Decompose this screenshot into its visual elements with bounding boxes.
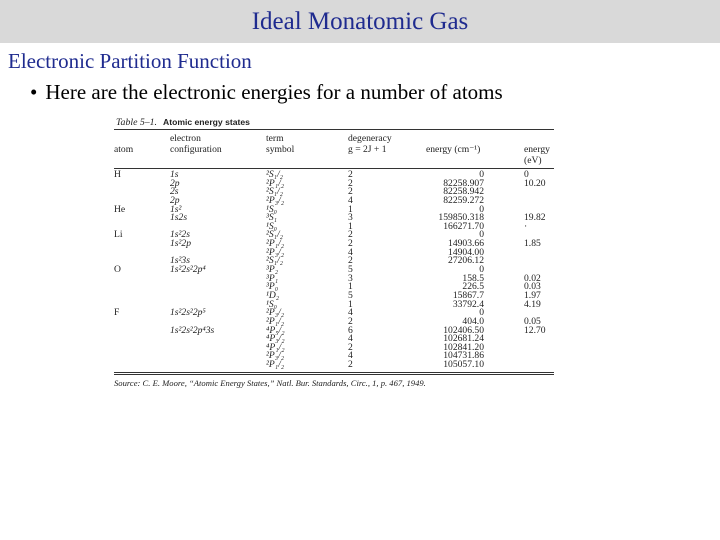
table-cell: 1s²2s²2p⁴ xyxy=(170,264,206,276)
table-cell: 82258.907 xyxy=(443,177,484,189)
atomic-energy-table xyxy=(114,116,554,388)
slide-title-bar xyxy=(0,0,720,43)
table-cell: ²P₁/₂ xyxy=(266,238,285,250)
table-cell: 1s²2p xyxy=(170,238,192,250)
table-cell: ²S₁/₂ xyxy=(266,186,284,198)
table-cell xyxy=(524,335,554,344)
table-cell: 102841.20 xyxy=(443,341,484,353)
table-cell: 12.70 xyxy=(524,324,546,336)
table-cell: 4 xyxy=(348,333,353,345)
table-number: Table 5–1. xyxy=(116,117,158,128)
table-cell: H xyxy=(114,169,121,180)
table-cell: ¹S₀ xyxy=(266,298,278,310)
table-cell xyxy=(114,301,170,310)
table-cell: 0.03 xyxy=(524,281,541,293)
table-cell: ³P₁ xyxy=(266,272,279,284)
table-cell: 0.05 xyxy=(524,315,541,327)
table-title: Atomic energy states xyxy=(163,117,250,127)
column-header xyxy=(524,133,554,166)
table-cell: 1 xyxy=(348,298,353,310)
table-row xyxy=(114,341,554,353)
table-cell: 2 xyxy=(348,229,353,241)
table-cell xyxy=(114,352,170,361)
table-row xyxy=(114,335,554,344)
section-heading: Electronic Partition Function xyxy=(8,49,252,73)
column-header-line: configuration xyxy=(170,144,222,155)
table-cell xyxy=(114,188,170,197)
table-cell: 1s xyxy=(170,169,179,180)
column-header-line: term xyxy=(266,133,284,144)
table-cell xyxy=(524,361,554,370)
table-cell: 82258.942 xyxy=(443,186,484,198)
table-row xyxy=(114,361,554,370)
column-header xyxy=(342,133,426,166)
table-cell: 2 xyxy=(348,186,353,198)
table-cell: 1s²2s xyxy=(170,229,190,241)
table-row xyxy=(114,289,554,301)
table-cell: O xyxy=(114,264,121,276)
table-cell xyxy=(170,292,266,301)
table-cell: 0 xyxy=(479,203,484,215)
table-cell: ²P₃/₂ xyxy=(266,307,285,319)
table-cell: 2 xyxy=(348,238,353,250)
table-header xyxy=(114,130,554,168)
table-cell: 14903.66 xyxy=(448,238,484,250)
table-cell: 0.02 xyxy=(524,272,541,284)
table-cell xyxy=(114,361,170,370)
table-cell xyxy=(114,335,170,344)
column-header xyxy=(114,133,170,166)
bullet-text: Here are the electronic energies for a number of atoms xyxy=(45,80,503,104)
table-cell xyxy=(170,361,266,370)
table-cell: ²S₁/₂ xyxy=(266,169,284,180)
column-header xyxy=(266,133,342,166)
table-cell: 1.85 xyxy=(524,238,541,250)
table-row xyxy=(114,283,554,292)
column-header-line: g = 2J + 1 xyxy=(348,144,387,155)
table-cell: 2p xyxy=(170,194,180,206)
table-cell: ¹S₀ xyxy=(266,220,278,232)
table-cell: 105057.10 xyxy=(443,359,484,371)
table-cell xyxy=(170,275,266,284)
table-cell: ²P₃/₂ xyxy=(266,194,285,206)
table-row xyxy=(114,177,554,189)
table-cell: 6 xyxy=(348,324,353,336)
column-header-line: electron xyxy=(170,133,201,144)
table-cell: ²P₁/₂ xyxy=(266,177,285,189)
column-header-line xyxy=(524,133,554,144)
table-cell xyxy=(114,318,170,327)
table-cell: 4 xyxy=(348,350,353,362)
table-cell xyxy=(524,249,554,258)
table-cell: ²P₁/₂ xyxy=(266,359,285,371)
table-cell xyxy=(114,257,170,266)
table-cell xyxy=(524,188,554,197)
table-cell: 102681.24 xyxy=(443,333,484,345)
column-header-line: energy (eV) xyxy=(524,144,550,166)
table-cell: ⁴P₃/₂ xyxy=(266,333,285,345)
table-cell: ¹S₀ xyxy=(266,203,278,215)
table-cell: 1.97 xyxy=(524,289,541,301)
table-cell: 15867.7 xyxy=(452,289,484,301)
table-cell: ²S₁/₂ xyxy=(266,255,284,267)
table-cell: 19.82 xyxy=(524,212,546,224)
column-header-line xyxy=(114,133,170,144)
table-row xyxy=(114,352,554,361)
table-cell: 3 xyxy=(348,272,353,284)
table-cell: 0 xyxy=(479,229,484,241)
table-cell: 166271.70 xyxy=(443,220,484,232)
table-cell xyxy=(114,283,170,292)
table-cell: · xyxy=(524,220,528,232)
table-row xyxy=(114,324,554,336)
table-cell: 1 xyxy=(348,281,353,293)
table-cell: 226.5 xyxy=(462,281,484,293)
table-cell: 2 xyxy=(348,177,353,189)
table-cell: 2 xyxy=(348,341,353,353)
table-cell: 1s²3s xyxy=(170,255,190,267)
table-cell: 102406.50 xyxy=(443,324,484,336)
table-cell: 82259.272 xyxy=(443,194,484,206)
table-cell: 3 xyxy=(348,212,353,224)
table-cell: 5 xyxy=(348,289,353,301)
table-cell: ²P₁/₂ xyxy=(266,315,285,327)
table-cell: 0 xyxy=(524,169,529,180)
table-cell: ⁴P₅/₂ xyxy=(266,324,285,336)
table-cell: F xyxy=(114,307,120,319)
table-cell: 1 xyxy=(348,220,353,232)
table-cell: 4 xyxy=(348,246,353,258)
table-cell: 0 xyxy=(479,307,484,319)
table-cell: ²P₃/₂ xyxy=(266,350,285,362)
bullet-icon: • xyxy=(30,80,38,104)
table-cell xyxy=(170,283,266,292)
table-cell: 2 xyxy=(348,169,353,180)
column-header-line xyxy=(426,133,524,144)
table-cell: 1s2s xyxy=(170,212,188,224)
table-cell xyxy=(114,327,170,336)
table-cell: 2 xyxy=(348,315,353,327)
table-cell: 4 xyxy=(348,194,353,206)
table-row xyxy=(114,171,554,180)
table-cell xyxy=(114,180,170,189)
table-cell: 2p xyxy=(170,177,180,189)
table-row xyxy=(114,188,554,197)
column-header-line: atom xyxy=(114,144,134,155)
table-row xyxy=(114,266,554,275)
table-cell: 1s²2s²2p⁴3s xyxy=(170,324,215,336)
table-row xyxy=(114,309,554,318)
table-caption xyxy=(116,116,554,129)
table-row xyxy=(114,214,554,223)
table-cell: 5 xyxy=(348,264,353,276)
table-cell xyxy=(524,257,554,266)
column-header xyxy=(426,133,524,166)
table-cell: 404.0 xyxy=(462,315,484,327)
table-cell: ²S₁/₂ xyxy=(266,229,284,241)
table-cell: 158.5 xyxy=(462,272,484,284)
table-cell: 104731.86 xyxy=(443,350,484,362)
table-cell: 1 xyxy=(348,203,353,215)
table-cell xyxy=(114,344,170,353)
table-cell xyxy=(114,214,170,223)
table-cell xyxy=(524,352,554,361)
slide-title: Ideal Monatomic Gas xyxy=(251,7,469,35)
column-header-line: symbol xyxy=(266,144,295,155)
table-cell: ³P₂ xyxy=(266,264,279,276)
table-cell xyxy=(114,292,170,301)
column-header-line: energy (cm⁻¹) xyxy=(426,144,481,155)
table-bottom-rule xyxy=(114,372,554,375)
table-cell: 2 xyxy=(348,359,353,371)
table-cell: ³S₁ xyxy=(266,212,278,224)
table-cell xyxy=(170,352,266,361)
table-cell xyxy=(114,249,170,258)
table-cell: Li xyxy=(114,229,123,241)
table-cell: ³P₀ xyxy=(266,281,279,293)
table-cell: 1s² xyxy=(170,203,182,215)
table-cell: 10.20 xyxy=(524,177,546,189)
table-cell: 4 xyxy=(348,307,353,319)
table-cell: ¹D₂ xyxy=(266,289,280,301)
table-cell: 4.19 xyxy=(524,298,541,310)
table-cell: ⁴P₁/₂ xyxy=(266,341,285,353)
table-cell xyxy=(524,197,554,206)
table-source: Source: C. E. Moore, “Atomic Energy States,” Natl. Bur. Standards, Circ., 1, p. 467, 1949. xyxy=(114,377,426,388)
column-header-line: degeneracy xyxy=(348,133,392,144)
table-cell xyxy=(114,240,170,249)
table-cell: 14904.00 xyxy=(448,246,484,258)
column-header xyxy=(170,133,266,166)
table-cell: 2 xyxy=(348,255,353,267)
table-row xyxy=(114,240,554,249)
table-cell: 27206.12 xyxy=(448,255,484,267)
table-cell: 0 xyxy=(479,264,484,276)
table-cell: 159850.318 xyxy=(438,212,484,224)
table-cell xyxy=(170,344,266,353)
table-cell: 2s xyxy=(170,186,179,198)
table-cell xyxy=(114,275,170,284)
table-cell: He xyxy=(114,203,126,215)
table-cell: 1s²2s²2p⁵ xyxy=(170,307,206,319)
table-row xyxy=(114,272,554,284)
table-body xyxy=(114,169,554,372)
table-cell: ²P₃/₂ xyxy=(266,246,285,258)
table-cell xyxy=(524,344,554,353)
bullet-point xyxy=(30,80,503,105)
table-cell: 33792.4 xyxy=(452,298,484,310)
table-cell: 0 xyxy=(479,169,484,180)
table-cell xyxy=(170,335,266,344)
